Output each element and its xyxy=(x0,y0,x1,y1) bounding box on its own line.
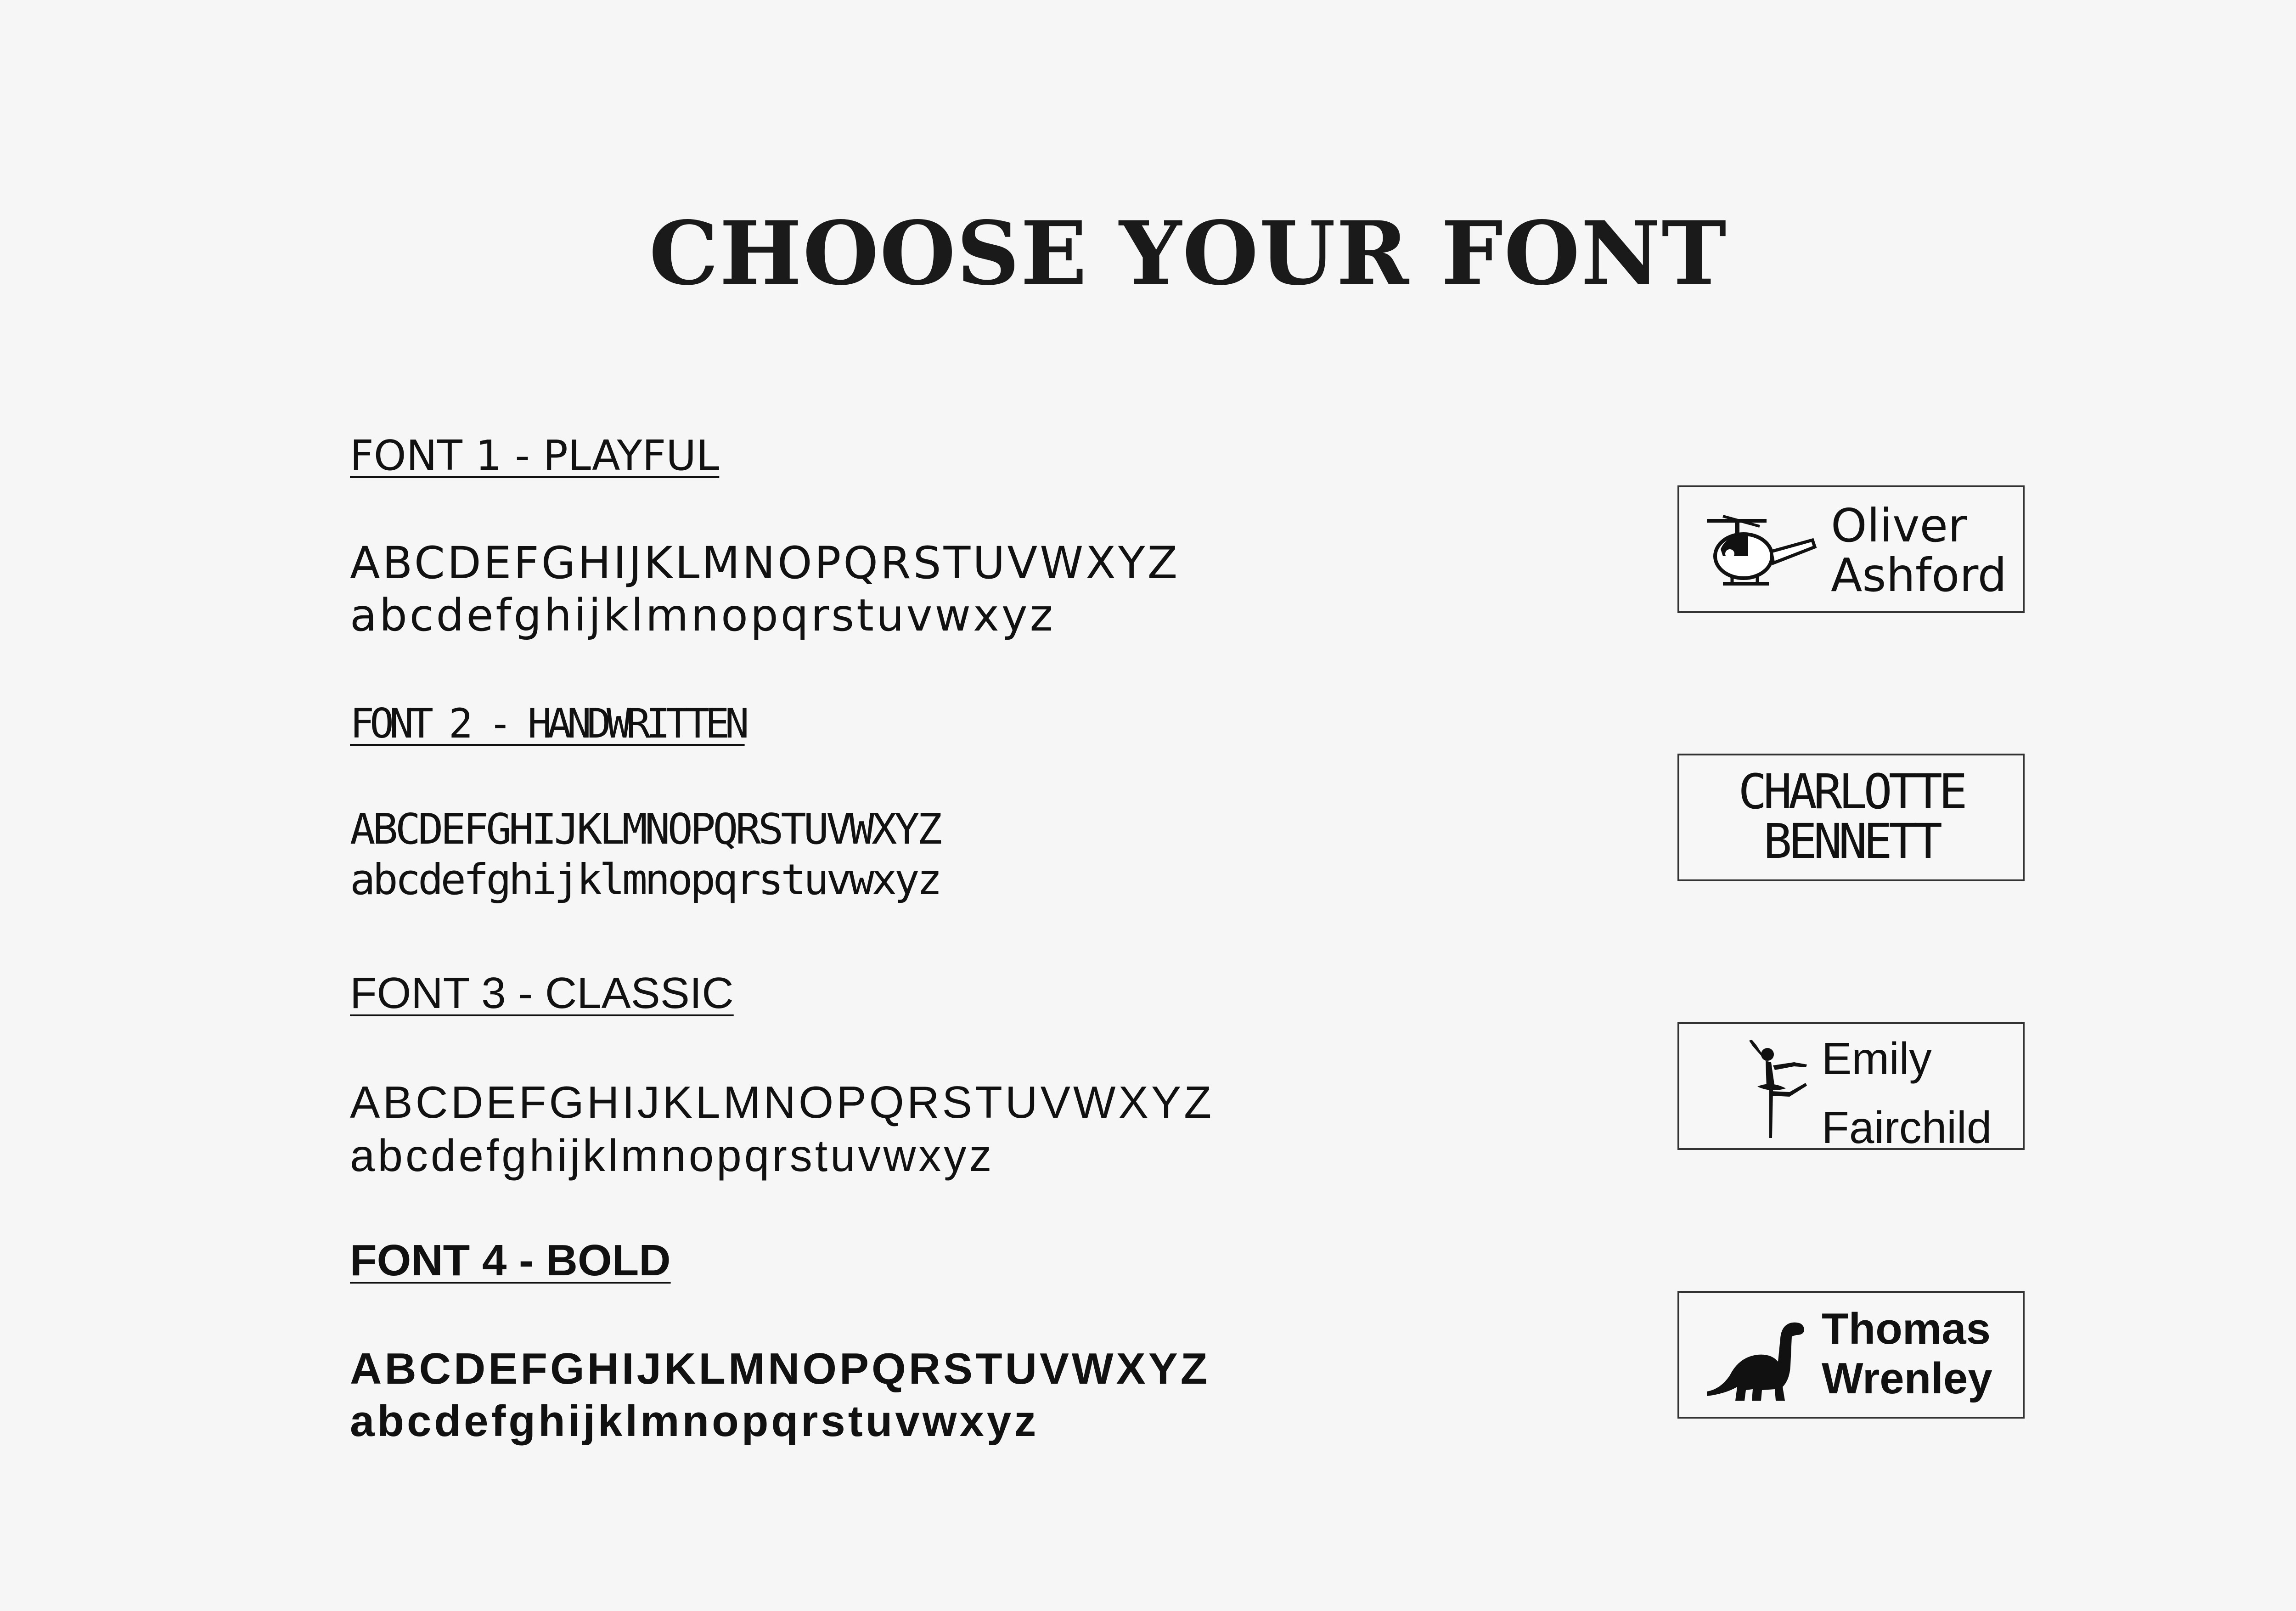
lowercase-sample: abcdefghijklmnopqrstuvwxyz xyxy=(350,590,1056,641)
font-option-handwritten xyxy=(350,700,940,904)
sample-first-name: Oliver xyxy=(1831,499,1967,552)
uppercase-sample: ABCDEFGHIJKLMNOPQRSTUVWXYZ xyxy=(350,805,940,854)
font-option-classic xyxy=(350,969,1215,1181)
name-label-preview-classic xyxy=(1677,1022,2025,1153)
font-heading: FONT 2 - HANDWRITTEN xyxy=(350,700,745,747)
sample-last-name: Ashford xyxy=(1831,548,2007,602)
helicopter-icon xyxy=(1705,513,1819,591)
page-title: CHOOSE YOUR FONT xyxy=(649,202,1728,304)
sample-first-name: Thomas xyxy=(1822,1304,1991,1353)
sample-first-name: CHARLOTTE xyxy=(1738,764,1964,820)
dinosaur-icon xyxy=(1702,1311,1817,1403)
lowercase-sample: abcdefghijklmnopqrstuvwxyz xyxy=(350,1130,995,1181)
sample-name xyxy=(1831,501,2007,600)
font-option-bold xyxy=(350,1236,1210,1446)
lowercase-sample: abcdefghijklmnopqrstuvwxyz xyxy=(350,1397,1039,1446)
lowercase-sample: abcdefghijklmnopqrstuvwxyz xyxy=(350,855,940,904)
sample-name xyxy=(1679,764,2023,869)
sample-name xyxy=(1822,1304,1992,1403)
sample-last-name: Wrenley xyxy=(1822,1354,1992,1403)
name-label-preview-bold xyxy=(1677,1291,2025,1419)
name-label-preview-handwritten xyxy=(1677,754,2025,881)
font-heading: FONT 1 - PLAYFUL xyxy=(350,432,720,480)
sample-name xyxy=(1822,1024,1992,1162)
sample-last-name: Fairchild xyxy=(1822,1102,1992,1153)
uppercase-sample: ABCDEFGHIJKLMNOPQRSTUVWXYZ xyxy=(350,537,1180,589)
font-heading: FONT 4 - BOLD xyxy=(350,1236,671,1285)
sample-first-name: Emily xyxy=(1822,1033,1932,1084)
sample-last-name: BENNETT xyxy=(1763,813,1939,869)
name-label-preview-playful xyxy=(1677,485,2025,613)
ballerina-icon xyxy=(1725,1037,1817,1143)
font-heading: FONT 3 - CLASSIC xyxy=(350,969,734,1018)
font-option-playful xyxy=(350,432,1180,641)
uppercase-sample: ABCDEFGHIJKLMNOPQRSTUVWXYZ xyxy=(350,1344,1210,1393)
uppercase-sample: ABCDEFGHIJKLMNOPQRSTUVWXYZ xyxy=(350,1077,1215,1127)
